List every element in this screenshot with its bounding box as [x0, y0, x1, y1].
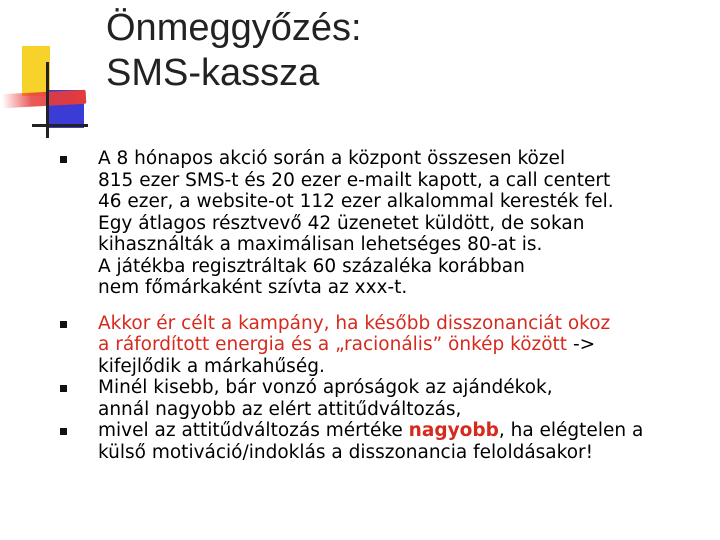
bullet-item-dissonance: [60, 313, 712, 378]
text-line: 46 ezer, a website-ot 112 ezer alkalommal keresték fel.: [98, 191, 614, 212]
text-line-red: Akkor ér célt a kampány, ha később disszonanciát okoz: [98, 312, 611, 334]
text-line: A játékba regisztráltak 60 százaléka korábban: [98, 255, 525, 277]
bullet-item-gifts: [60, 377, 712, 420]
text-emphasis: nagyobb: [408, 420, 499, 441]
text-line: 815 ezer SMS-t és 20 ezer e-mailt kapott, a call centert: [98, 169, 611, 191]
square-bullet-icon: [60, 156, 67, 163]
square-bullet-icon: [60, 321, 67, 328]
square-bullet-icon: [60, 385, 67, 392]
text-red: a ráfordított energia és a „racionális” önkép között: [98, 334, 568, 355]
text-line: kifejlődik a márkahűség.: [98, 355, 325, 377]
text-line: A 8 hónapos akció során a központ összesen közel: [98, 148, 566, 169]
slide-title-line-1: Önmeggyőzés:: [106, 7, 362, 49]
text-line: Minél kisebb, bár vonzó apróságok az ajándékok,: [98, 377, 553, 398]
text-line: nem főmárkaként szívta az xxx-t.: [98, 277, 408, 298]
text-post: , ha elégtelen a: [498, 420, 644, 441]
slide-title-line-2: SMS-kassza: [106, 52, 320, 94]
text-line: [98, 334, 712, 356]
text-arrow: ->: [567, 334, 596, 355]
text-line: annál nagyobb az elért attitűdváltozás,: [98, 398, 462, 420]
decorative-logo: [0, 0, 100, 140]
square-bullet-icon: [60, 428, 67, 435]
text-pre: mivel az attitűdváltozás mértéke: [98, 420, 409, 441]
text-line: külső motiváció/indoklás a disszonancia feloldásakor!: [98, 441, 594, 463]
text-line: kihasználták a maximálisan lehetséges 80-at is.: [98, 234, 543, 255]
slide-content: [60, 148, 712, 463]
spacer: [60, 299, 712, 313]
bullet-item-motivation: [60, 420, 712, 463]
slide-title: [106, 6, 362, 96]
bullet-item-stats: [60, 148, 712, 299]
text-line: Egy átlagos résztvevő 42 üzenetet küldött, de sokan: [98, 212, 585, 234]
text-line: [98, 420, 712, 442]
logo-horizontal-line: [32, 124, 88, 127]
